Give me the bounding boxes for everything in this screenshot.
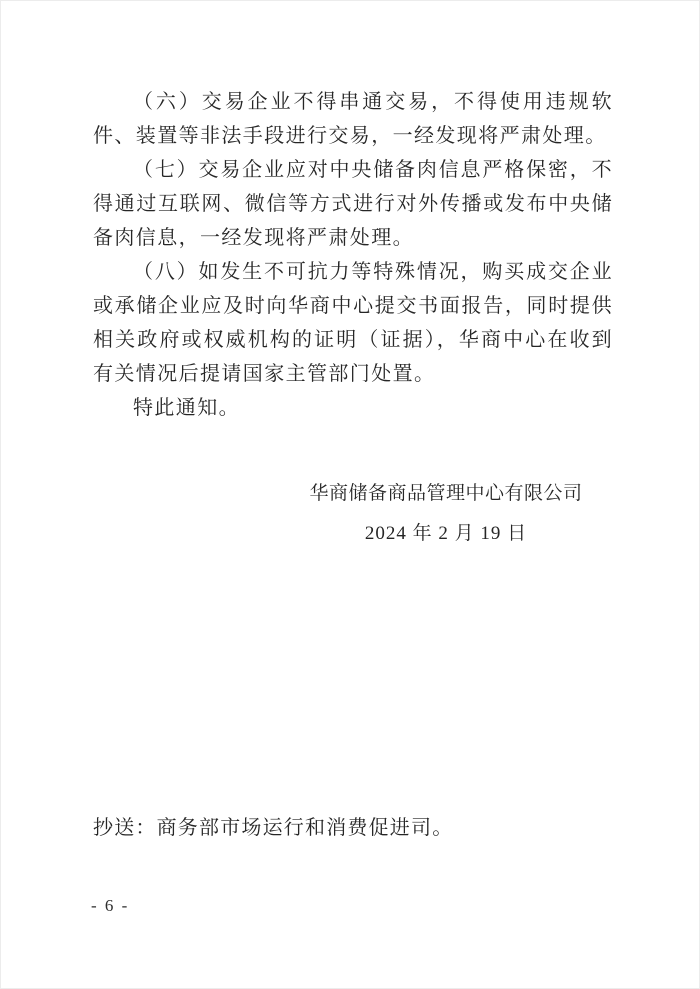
signature-block bbox=[301, 482, 591, 546]
cc-line: 抄送：商务部市场运行和消费促进司。 bbox=[93, 817, 454, 839]
signature-date: 2024 年 2 月 19 日 bbox=[364, 523, 528, 544]
document-body bbox=[93, 85, 613, 425]
page-number: - 6 - bbox=[91, 896, 130, 915]
closing-line: 特此通知。 bbox=[133, 397, 240, 419]
clause-paragraph-8: （八）如发生不可抗力等特殊情况，购买成交企业或承储企业应及时向华商中心提交书面报告，同时提供相关政府或权威机构的证明（证据），华商中心在收到有关情况后提请国家主管部门处置。 bbox=[93, 261, 613, 385]
clause-paragraph-6: （六）交易企业不得串通交易，不得使用违规软件、装置等非法手段进行交易，一经发现将严肃处理。 bbox=[93, 91, 613, 147]
signature-organization: 华商储备商品管理中心有限公司 bbox=[309, 483, 583, 504]
clause-paragraph-7: （七）交易企业应对中央储备肉信息严格保密，不得通过互联网、微信等方式进行对外传播或发布中央储备肉信息，一经发现将严肃处理。 bbox=[93, 159, 613, 249]
